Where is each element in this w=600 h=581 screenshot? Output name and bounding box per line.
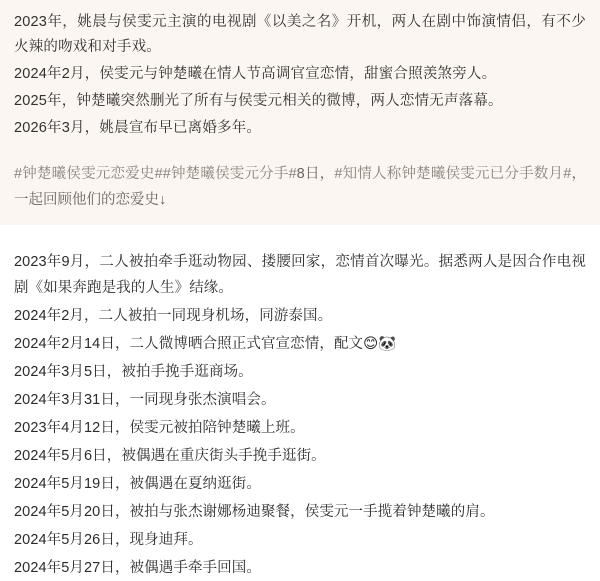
hashtag-paragraph — [14, 161, 586, 213]
quote-line: 2025年，钟楚曦突然删光了所有与侯雯元相关的微博，两人恋情无声落幕。 — [14, 93, 503, 109]
list-item: 2024年5月6日，被偶遇在重庆街头手挽手逛街。 — [14, 448, 326, 464]
hashtag-intro-block — [0, 153, 600, 225]
list-item: 2024年3月5日，被拍手挽手逛商场。 — [14, 364, 253, 380]
section-divider — [0, 225, 600, 247]
quote-line: 2026年3月，姚晨宣布早已离婚多年。 — [14, 120, 262, 136]
hashtag-link-2[interactable]: #钟楚曦侯雯元分手# — [162, 166, 297, 182]
hashtag-link-3[interactable]: #知情人称钟楚曦侯雯元已分手数月# — [334, 166, 572, 182]
list-item: 2024年3月31日，一同现身张杰演唱会。 — [14, 392, 276, 408]
list-item: 2024年2月14日，二人微博晒合照正式官宣恋情，配文😊🐼 — [14, 336, 397, 352]
list-item: 2024年5月27日，被偶遇手牵手回国。 — [14, 560, 261, 576]
list-item: 2024年2月，二人被拍一同现身机场，同游泰国。 — [14, 308, 333, 324]
timeline-list — [0, 247, 600, 581]
list-item: 2024年5月26日，现身迪拜。 — [14, 532, 203, 548]
hashtag-tail-text: ，一起回顾他们的恋爱史↓ — [14, 166, 586, 208]
hashtag-middle-text: 8日， — [296, 166, 335, 182]
quote-summary-block — [0, 0, 600, 153]
list-item: 2023年4月12日，侯雯元被拍陪钟楚曦上班。 — [14, 420, 305, 436]
quote-line: 2024年2月，侯雯元与钟楚曦在情人节高调官宣恋情，甜蜜合照羡煞旁人。 — [14, 66, 497, 82]
hashtag-link-1[interactable]: #钟楚曦侯雯元恋爱史# — [14, 166, 163, 182]
list-item: 2024年5月20日，被拍与张杰谢娜杨迪聚餐，侯雯元一手揽着钟楚曦的肩。 — [14, 504, 495, 520]
list-item: 2023年9月，二人被拍牵手逛动物园、搂腰回家，恋情首次曝光。据悉两人是因合作电视剧《如果奔跑是我的人生》结缘。 — [14, 254, 586, 296]
quote-line: 2023年，姚晨与侯雯元主演的电视剧《以美之名》开机，两人在剧中饰演情侣，有不少火辣的吻戏和对手戏。 — [14, 14, 586, 55]
list-item: 2024年5月19日，被偶遇在夏纳逛街。 — [14, 476, 261, 492]
